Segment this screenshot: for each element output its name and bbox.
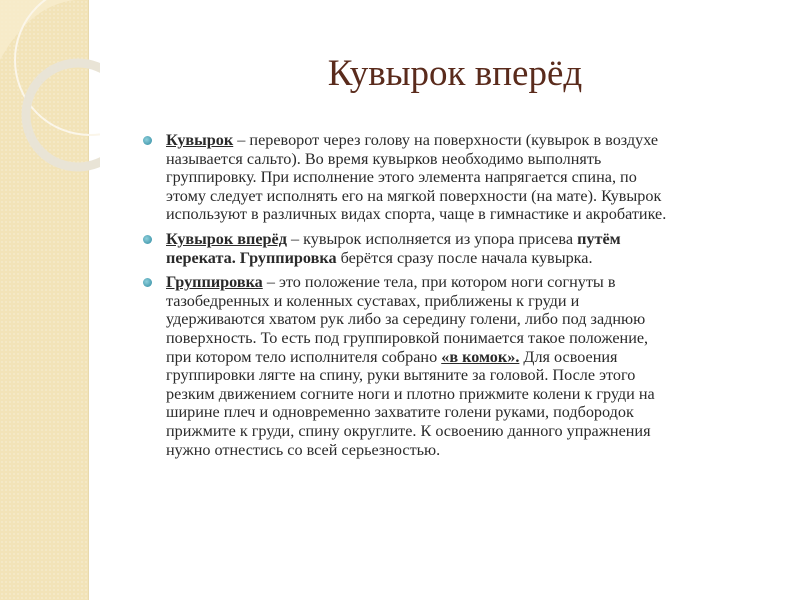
text-segment: – переворот через голову на поверхности (кувырок в воздухе (233, 131, 659, 149)
bullet-icon (143, 278, 152, 287)
text-segment: тазобедренных и коленных суставах, приближены к груди и (166, 291, 580, 310)
text-segment: – это положение тела, при котором ноги согнуты в (262, 273, 616, 292)
text-line (166, 150, 783, 169)
text-segment: группировки лягте на спину, руки вытяните за головой. После этого (166, 366, 636, 385)
text-segment: группировку. При исполнение этого элемента напрягается спина, по (166, 168, 637, 187)
text-line (166, 131, 783, 150)
bullet-icon (143, 136, 152, 145)
text-segment: при котором тело исполнителя собрано (166, 347, 442, 366)
text-line (166, 205, 783, 224)
text-segment: называется сальто). Во время кувырков необходимо выполнять (166, 149, 602, 168)
term-heading: Группировка (166, 273, 263, 292)
text-segment: Для освоения (519, 347, 618, 366)
slide-title: Кувырок вперёд (327, 53, 583, 94)
text-line (166, 249, 783, 268)
text-segment: переката. Группировка (166, 248, 337, 267)
text-line (166, 348, 783, 367)
text-segment: используют в различных видах спорта, чаще в гимнастике и акробатике. (166, 205, 667, 224)
text-segment: удерживаются хватом рук либо за середину голени, либо под заднюю (166, 310, 646, 329)
text-line (166, 230, 783, 249)
bullet-item (143, 273, 783, 459)
text-segment: – кувырок исполняется из упора присева (286, 229, 578, 248)
text-segment: ширине плеч и одновременно захватите голени руками, подбородок (166, 403, 634, 422)
text-line (166, 385, 783, 404)
text-line (166, 441, 783, 460)
text-line (166, 292, 783, 311)
text-line (166, 273, 783, 292)
term-heading: Кувырок вперёд (166, 229, 287, 248)
text-line (166, 403, 783, 422)
term-heading: Кувырок (166, 131, 234, 149)
text-segment: прижмите к груди, спину округлите. К освоению данного упражнения (166, 421, 651, 440)
text-segment: путём (577, 229, 621, 248)
text-segment: поверхность. То есть под группировкой понимается такое положение, (166, 328, 649, 347)
text-line (166, 310, 783, 329)
bullet-icon (143, 235, 152, 244)
text-segment: резким движением согните ноги и плотно прижмите колени к груди на (166, 384, 655, 403)
term-heading: «в комок». (441, 347, 520, 366)
bullet-item (143, 230, 783, 267)
text-line (166, 366, 783, 385)
text-line (166, 422, 783, 441)
text-line (166, 168, 783, 187)
bullet-item (143, 131, 783, 224)
text-segment: берётся сразу после начала кувырка. (336, 248, 593, 267)
slide-body (143, 131, 783, 465)
decorative-circles (0, 0, 100, 200)
text-segment: этому следует исполнять его на мягкой поверхности (на мате). Кувырок (166, 186, 662, 205)
text-line (166, 329, 783, 348)
text-segment: нужно отнестись со всей серьезностью. (166, 440, 441, 459)
text-line (166, 187, 783, 206)
